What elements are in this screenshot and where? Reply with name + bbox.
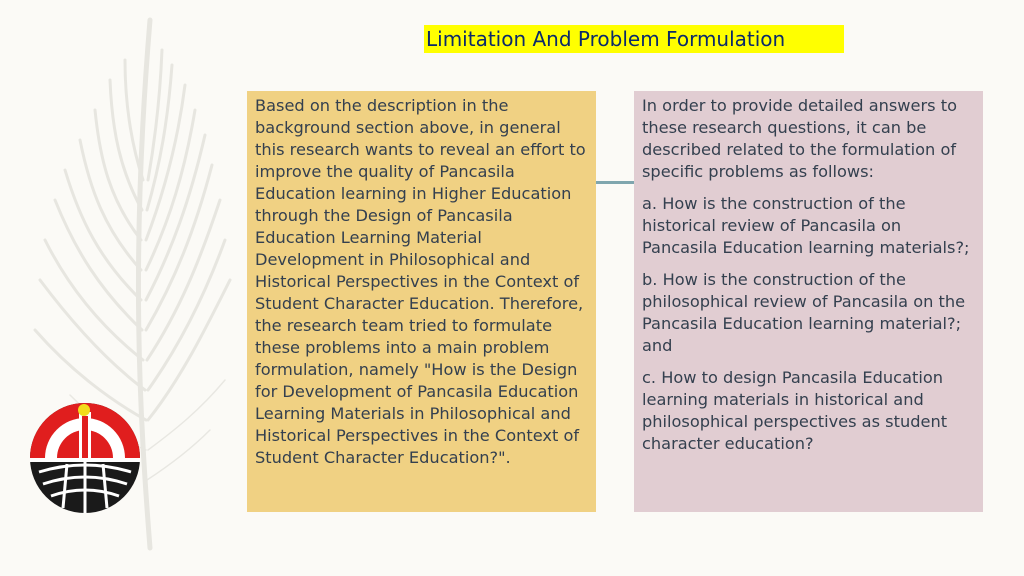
connector-line	[596, 181, 634, 184]
specific-problems-box	[634, 91, 983, 512]
list-item: b. How is the construction of the philosophical review of Pancasila on the Pancasila Education learning material?; and	[642, 270, 966, 355]
specific-problems-intro: In order to provide detailed answers to these research questions, it can be described related to the formulation of specific problems as follows:	[642, 96, 957, 181]
main-problem-box	[247, 91, 596, 512]
main-problem-text: Based on the description in the background section above, in general this research wants to reveal an effort to improve the quality of Pancasila Education learning in Higher Education through the Design of Pancasila Education Learning Material Development in Philosophical and Historical Perspectives in the Context of Student Character Education. Therefore, the research team tried to formulate these problems into a main problem formulation, namely "How is the Design for Development of Pancasila Education Learning Materials in Philosophical and Historical Perspectives in the Context of Student Character Education?".	[255, 96, 586, 467]
list-item: a. How is the construction of the historical review of Pancasila on Pancasila Education learning materials?;	[642, 194, 970, 257]
slide-title: Limitation And Problem Formulation	[424, 25, 844, 53]
list-item: c. How to design Pancasila Education learning materials in historical and philosophical perspectives as student character education?	[642, 368, 948, 453]
university-logo-icon	[27, 400, 143, 516]
